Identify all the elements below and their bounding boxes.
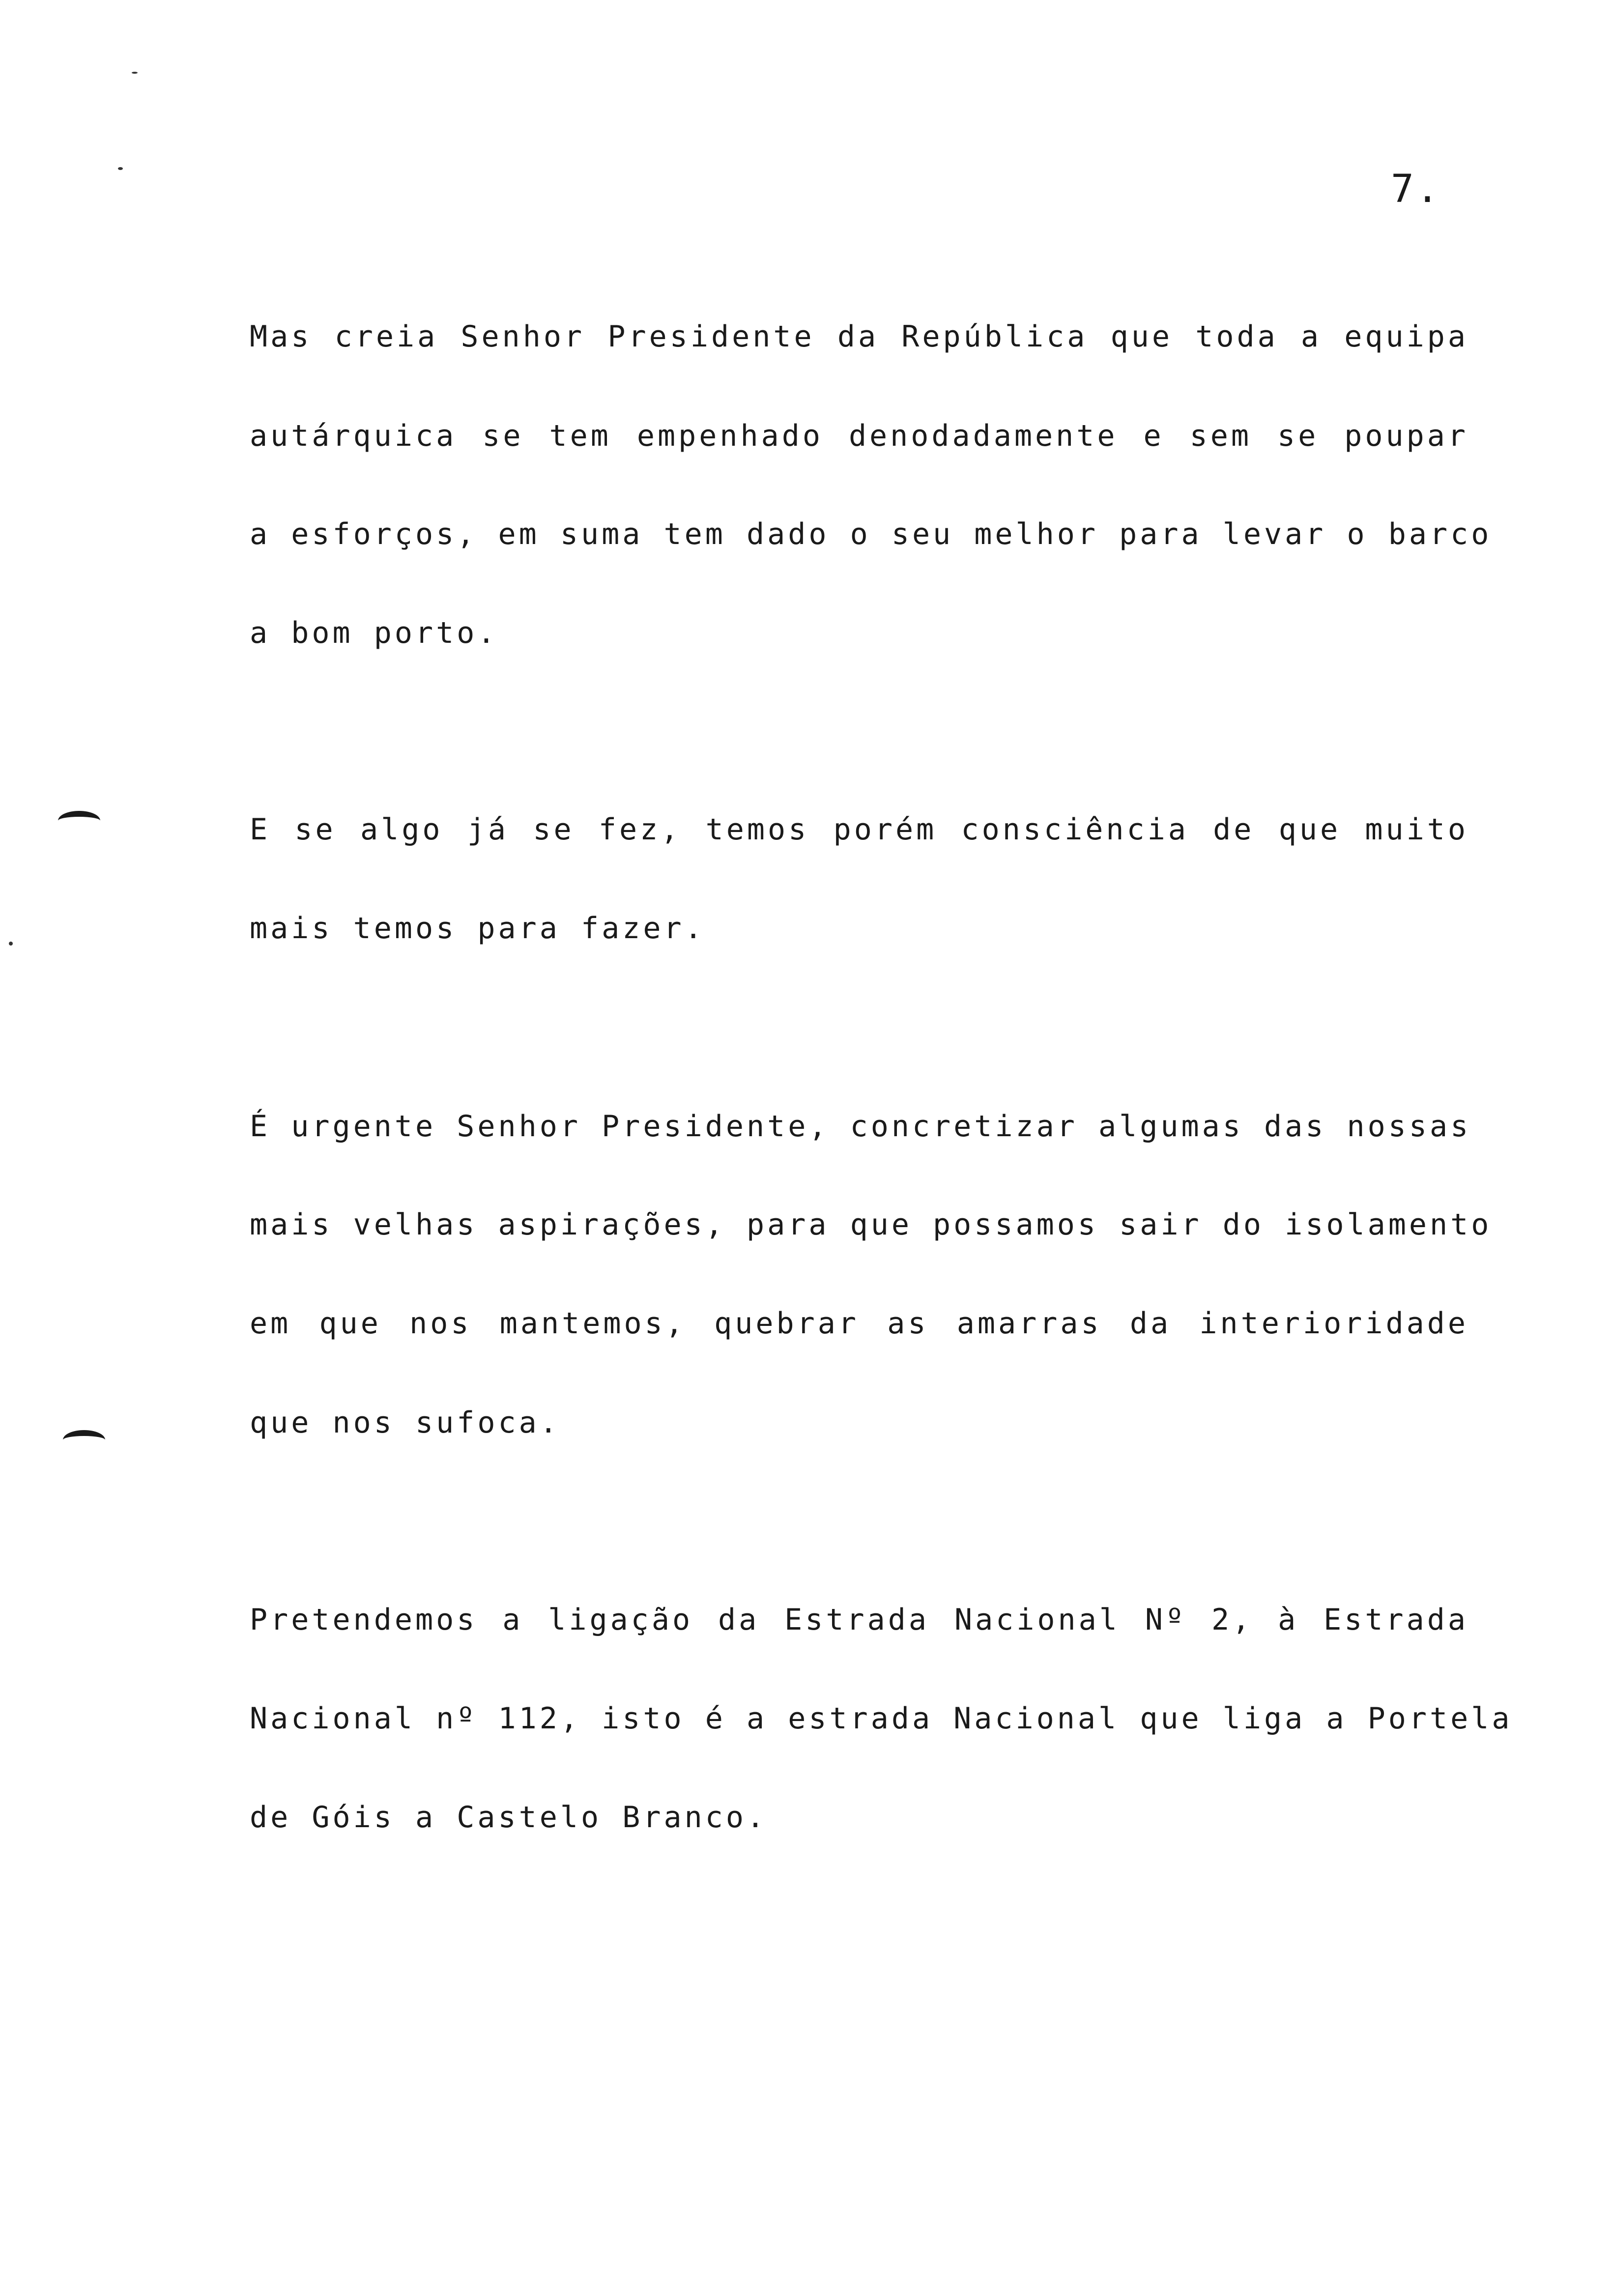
text-line: Nacional nº 112, isto é a estrada Nacional que liga a Portela: [250, 1701, 1513, 1736]
text-line: É urgente Senhor Presidente, concretizar algumas das nossas: [250, 1109, 1471, 1144]
text-line: mais temos para fazer.: [250, 911, 705, 946]
scan-speck: [9, 942, 13, 946]
text-line: a bom porto.: [250, 616, 498, 650]
page-number: 7.: [1391, 167, 1441, 211]
punch-hole-mark: [63, 1430, 105, 1450]
punch-hole-mark: [58, 811, 100, 831]
text-line: a esforços, em suma tem dado o seu melhor para levar o barco: [250, 517, 1492, 551]
text-line: E se algo já se fez, temos porém consciência de que muito: [250, 812, 1468, 847]
text-line: Mas creia Senhor Presidente da República que toda a equipa: [250, 319, 1468, 354]
text-line: em que nos mantemos, quebrar as amarras da interioridade: [250, 1306, 1468, 1341]
text-line: Pretendemos a ligação da Estrada Nacional Nº 2, à Estrada: [250, 1603, 1468, 1637]
scan-speck: [118, 167, 123, 170]
text-line: mais velhas aspirações, para que possamos sair do isolamento: [250, 1207, 1492, 1242]
scan-speck: [132, 72, 138, 74]
text-line: de Góis a Castelo Branco.: [250, 1800, 768, 1835]
text-line: autárquica se tem empenhado denodadamente e sem se poupar: [250, 419, 1468, 453]
text-line: que nos sufoca.: [250, 1406, 560, 1440]
